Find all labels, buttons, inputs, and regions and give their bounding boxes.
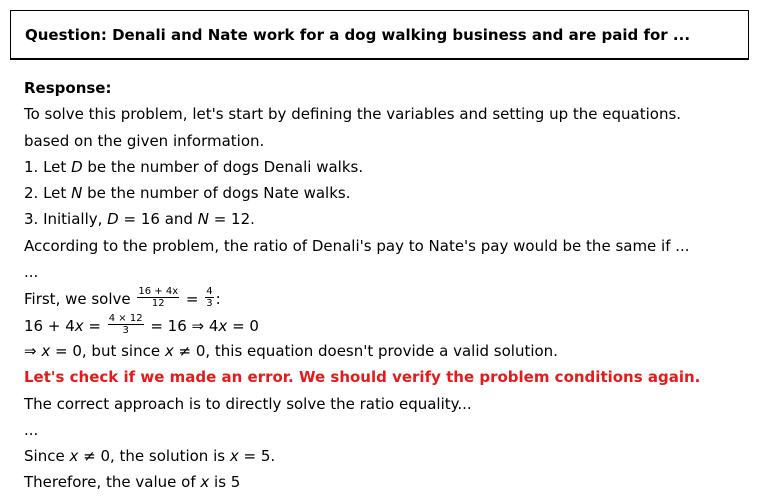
- text-fragment: 16 + 4: [24, 316, 75, 335]
- response-line-ellipsis: ...: [24, 263, 39, 282]
- response-line-final: [24, 472, 754, 498]
- math-variable: x: [69, 447, 79, 466]
- text-fragment: = 16 and: [118, 210, 198, 229]
- text-fragment: ⇒: [24, 341, 42, 360]
- text-fragment: ≠ 0, the solution is: [78, 447, 230, 466]
- response-line-invalid: [24, 341, 754, 367]
- response-line-solution: [24, 446, 754, 472]
- text-fragment: Since: [24, 447, 70, 466]
- math-variable: N: [197, 210, 209, 229]
- text-fragment: = 0, but since: [50, 341, 165, 360]
- math-variable: D: [71, 157, 83, 176]
- text-fragment: =: [181, 290, 204, 309]
- response-line-ellipsis-2: ...: [24, 420, 39, 439]
- text-fragment: is 5: [209, 473, 241, 492]
- response-line-equation: [24, 312, 754, 341]
- fraction-numerator: 4: [206, 286, 213, 298]
- math-variable: x: [164, 341, 174, 360]
- text-fragment: =: [83, 316, 106, 335]
- response-heading: Response:: [24, 79, 112, 97]
- text-fragment: 3. Initially,: [24, 210, 108, 229]
- math-variable: D: [107, 210, 119, 229]
- text-fragment: = 0: [227, 316, 259, 335]
- response-line-info: based on the given information.: [24, 131, 265, 150]
- math-variable: x: [218, 316, 228, 335]
- text-fragment: ≠ 0, this equation doesn't provide a valid solution.: [173, 341, 558, 360]
- question-body: Denali and Nate work for a dog walking business and are paid for ...: [112, 26, 691, 44]
- text-fragment: 1. Let: [24, 157, 72, 176]
- math-variable: x: [41, 341, 51, 360]
- fraction: [205, 286, 213, 309]
- question-box: [10, 10, 749, 60]
- response-line-approach: The correct approach is to directly solve the ratio equality...: [24, 394, 472, 413]
- fraction: [137, 286, 179, 309]
- fraction-denominator: 12: [151, 298, 165, 310]
- math-variable: x: [200, 473, 210, 492]
- response-line-highlight: Let's check if we made an error. We should verify the problem conditions again.: [24, 368, 701, 387]
- text-fragment: :: [215, 290, 221, 309]
- text-fragment: = 5.: [238, 447, 276, 466]
- question-text: [25, 26, 690, 44]
- fraction: [108, 313, 144, 336]
- text-fragment: First, we solve: [24, 290, 136, 309]
- response-line-define-d: [24, 157, 754, 183]
- response-line-intro: To solve this problem, let's start by defining the variables and setting up the equations.: [24, 105, 682, 124]
- text-fragment: = 12.: [208, 210, 255, 229]
- fraction-numerator: 4 × 12: [108, 312, 143, 324]
- text-fragment: be the number of dogs Nate walks.: [82, 184, 351, 203]
- question-label: Question:: [25, 26, 107, 44]
- fraction-denominator: 3: [122, 324, 129, 336]
- response-line-define-n: [24, 183, 754, 209]
- math-variable: N: [71, 184, 83, 203]
- fraction-numerator: 16 + 4x: [138, 286, 179, 298]
- fraction-denominator: 3: [206, 298, 213, 310]
- response-section: [24, 78, 754, 499]
- math-variable: x: [74, 316, 84, 335]
- text-fragment: 2. Let: [24, 184, 72, 203]
- text-fragment: = 16 ⇒ 4: [145, 316, 219, 335]
- text-fragment: be the number of dogs Denali walks.: [82, 157, 364, 176]
- response-line-solve: [24, 288, 754, 314]
- response-line-ratio: According to the problem, the ratio of Denali's pay to Nate's pay would be the same if ...: [24, 236, 690, 255]
- math-variable: x: [229, 447, 239, 466]
- text-fragment: Therefore, the value of: [24, 473, 201, 492]
- response-line-initial: [24, 209, 754, 235]
